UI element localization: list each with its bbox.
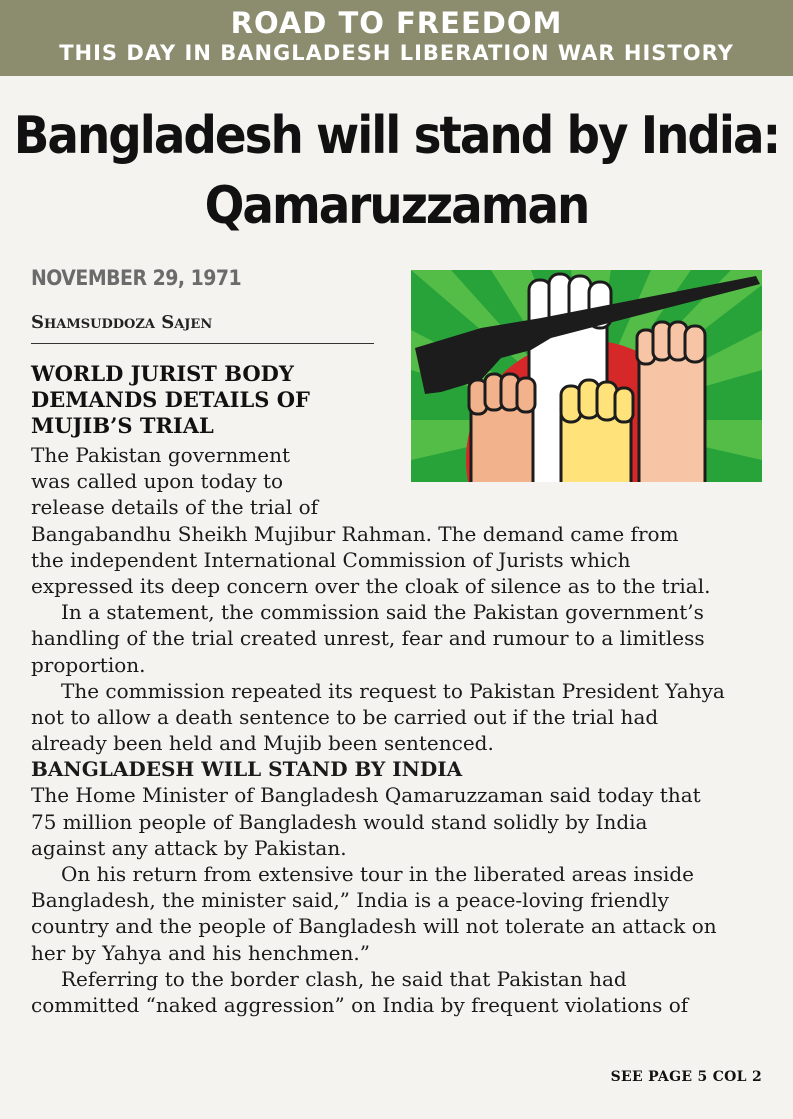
byline-divider <box>31 343 374 344</box>
paragraph-2-line: handling of the trial created unrest, fear and rumour to a limitless <box>31 626 705 651</box>
paragraph-5-line: Bangladesh, the minister said,” India is a peace-loving friendly <box>31 888 669 913</box>
article-body <box>31 442 725 1018</box>
paragraph-1-line: release details of the trial of <box>31 495 319 520</box>
paragraph-4-line: The Home Minister of Bangladesh Qamaruzzaman said today that <box>31 783 701 808</box>
paragraph-2-line: In a statement, the commission said the Pakistan government’s <box>61 600 704 625</box>
headline-line-1: Bangladesh will stand by India: <box>13 106 780 166</box>
section-banner <box>0 0 793 76</box>
paragraph-3-line: not to allow a death sentence to be carried out if the trial had <box>31 704 659 729</box>
paragraph-1-line: the independent International Commission of Jurists which <box>31 547 631 572</box>
paragraph-6-line: Referring to the border clash, he said that Pakistan had <box>61 966 627 991</box>
article-headline <box>0 101 793 241</box>
banner-subtitle: THIS DAY IN BANGLADESH LIBERATION WAR HISTORY <box>59 41 734 65</box>
paragraph-5-line: her by Yahya and his henchmen.” <box>31 940 370 965</box>
paragraph-1-line: was called upon today to <box>31 469 284 494</box>
paragraph-6-line: committed “naked aggression” on India by frequent violations of <box>31 992 689 1017</box>
paragraph-3-line: The commission repeated its request to Pakistan President Yahya <box>61 678 725 703</box>
paragraph-4-line: 75 million people of Bangladesh would stand solidly by India <box>31 809 648 834</box>
headline-line-2: Qamaruzzaman <box>204 176 589 236</box>
article-date: NOVEMBER 29, 1971 <box>31 266 242 290</box>
paragraph-5-line: country and the people of Bangladesh will not tolerate an attack on <box>31 914 717 939</box>
paragraph-5-line: On his return from extensive tour in the liberated areas inside <box>61 862 695 886</box>
subheading-jurist-body: WORLD JURIST BODY DEMANDS DETAILS OF MUJIB’S TRIAL <box>31 361 310 438</box>
paragraph-2-line: proportion. <box>31 652 146 677</box>
continuation-note: SEE PAGE 5 COL 2 <box>610 1069 762 1085</box>
paragraph-1-line: Bangabandhu Sheikh Mujibur Rahman. The demand came from <box>31 521 679 546</box>
paragraph-1-line: The Pakistan government <box>31 443 291 467</box>
paragraph-3-line: already been held and Mujib been sentenced. <box>31 731 494 756</box>
author-byline: Shamsuddoza Sajen <box>31 312 213 333</box>
banner-title: ROAD TO FREEDOM <box>230 6 563 40</box>
subheading-stand-by-india: BANGLADESH WILL STAND BY INDIA <box>31 757 463 782</box>
paragraph-4-line: against any attack by Pakistan. <box>31 835 347 860</box>
paragraph-1-line: expressed its deep concern over the cloak of silence as to the trial. <box>31 573 711 598</box>
